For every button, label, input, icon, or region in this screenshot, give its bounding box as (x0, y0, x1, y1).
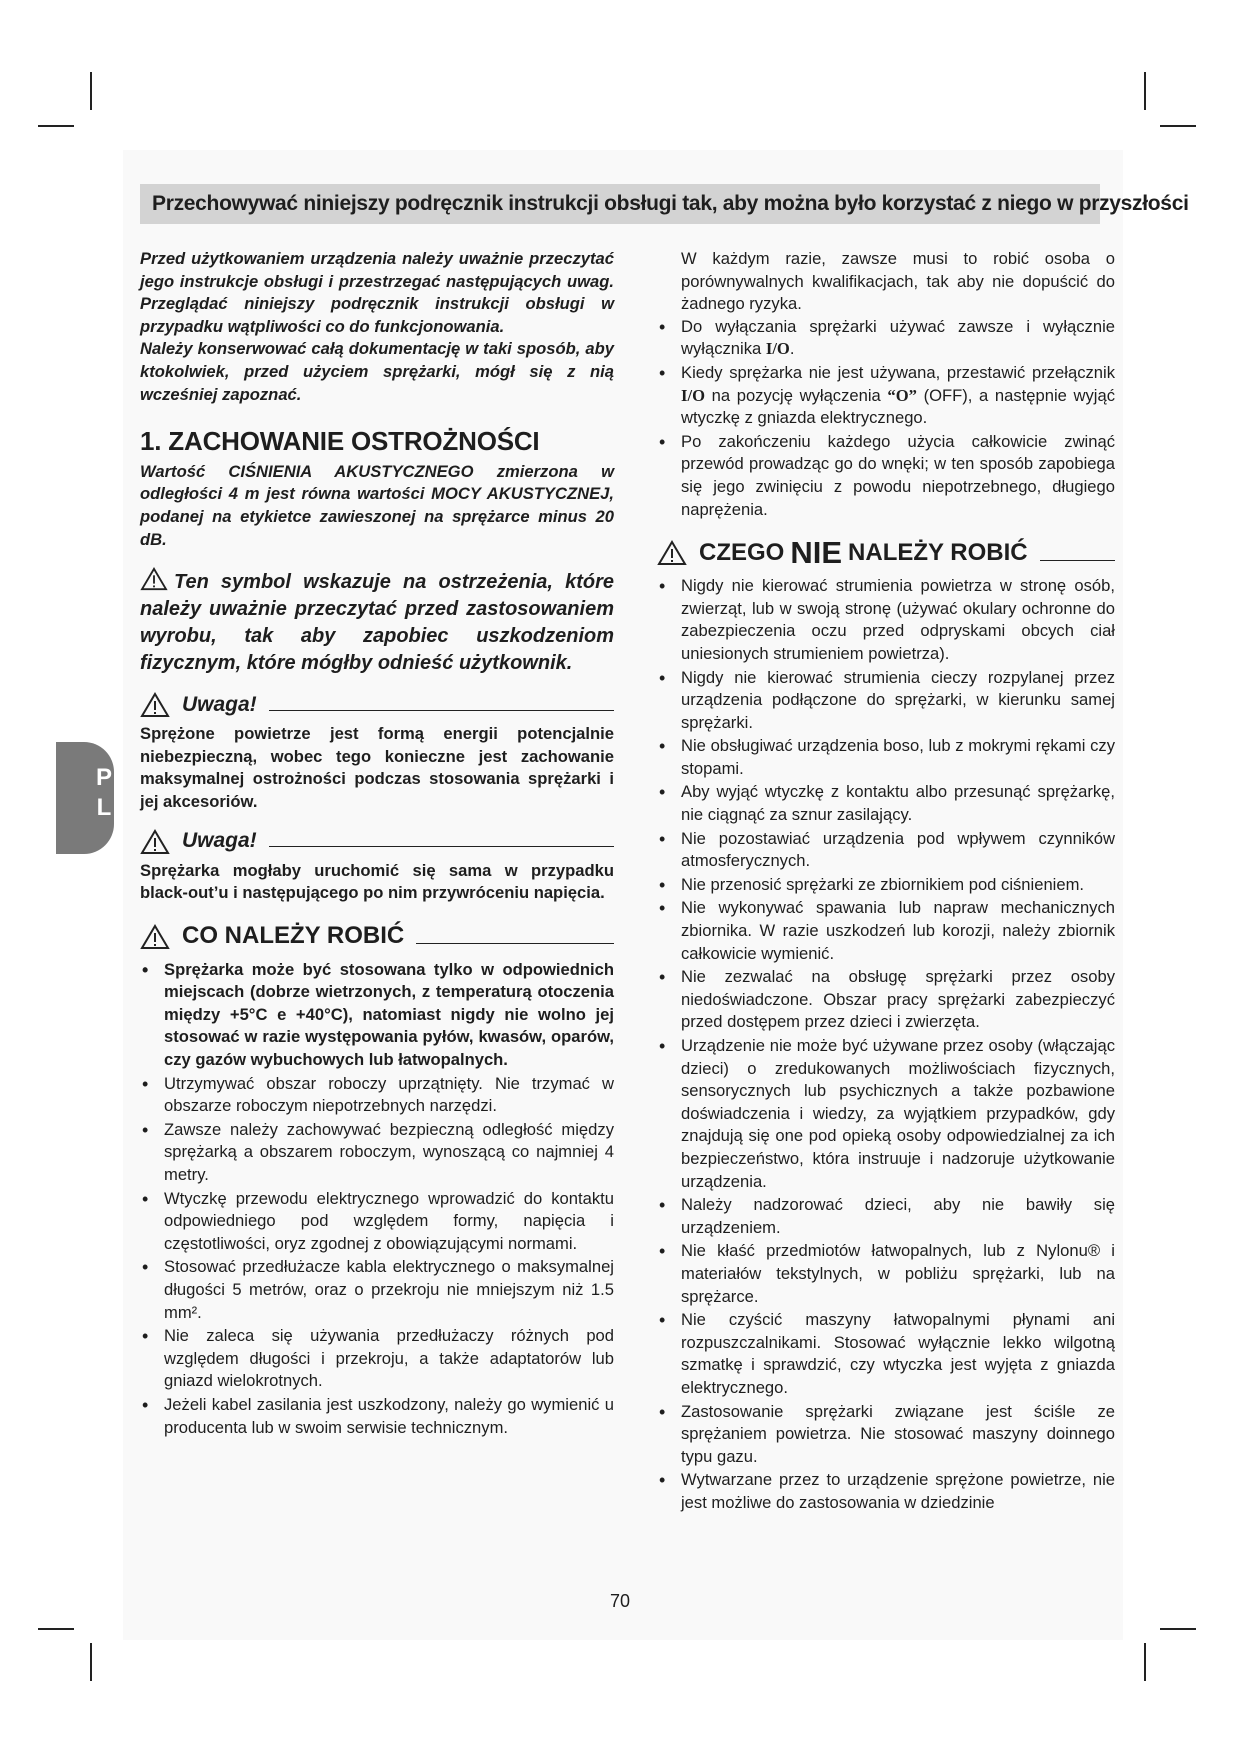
list-item: • Nie pozostawiać urządzenia pod wpływem czynników atmosferycznych. (657, 828, 1115, 873)
io-switch-label: I/O (681, 385, 705, 405)
crop-mark (90, 72, 92, 110)
switch-text: Do wyłączania sprężarki używać zawsze i wyłącznie wyłącznika (681, 316, 1115, 359)
list-item: • Po zakończeniu każdego użycia całkowicie zwinąć przewód prowadząc go do wnęki; w ten sposób zapobiega się jego zwinięciu z powodu niepotrzebnego, długiego naprężenia. (657, 431, 1115, 521)
list-item: • Do wyłączania sprężarki używać zawsze i wyłącznie wyłącznika I/O. (657, 316, 1115, 361)
list-item: • Nie kłaść przedmiotów łatwopalnych, lub z Nylonu® i materiałów tekstylnych, w pobliżu sprężarki, lub na sprężarce. (657, 1240, 1115, 1308)
intro-paragraph-2: Należy konserwować całą dokumentację w taki sposób, aby ktokolwiek, przed użyciem sprężarki, mógł się z nią wcześniej zapoznać. (140, 339, 614, 404)
list-item: • Należy nadzorować dzieci, aby nie bawiły się urządzeniem. (657, 1194, 1115, 1239)
list-item: • Nigdy nie kierować strumienia cieczy rozpylanej przez urządzenia podłączone do sprężarki, w kierunku samej sprężarki. (657, 667, 1115, 735)
crop-mark (1144, 72, 1146, 110)
warning-triangle-icon (140, 567, 168, 591)
warning-triangle-icon (140, 924, 170, 950)
list-item: • Nigdy nie kierować strumienia powietrza w stronę osób, zwierząt, lub w swoją stronę (używać okulary ochronne do zabezpieczenia oczu przed odpryskami obcych ciał uniesionych strumieniem powietrza). (657, 575, 1115, 665)
dont-list (657, 575, 1115, 1514)
crop-mark (38, 125, 74, 127)
symbol-text: Ten symbol wskazuje na ostrzeżenia, które należy uważnie przeczytać przed zastosowaniem wyrobu, tak aby zapobiec uszkodzeniom fizycznym, które mógłby odnieść użytkownik. (140, 571, 614, 675)
usage-list (657, 316, 1115, 521)
list-item: • Utrzymywać obszar roboczy uprzątnięty. Nie trzymać w obszarze roboczym niepotrzebnych narzędzi. (140, 1073, 614, 1118)
list-item: • Urządzenie nie może być używane przez osoby (włączając dzieci) o zredukowanych możliwościach fizycznych, sensorycznych lub psychicznych a także pozbawione doświadczenia i wiedzy, za wyjątkiem przypadków, gdy znajdują się one pod opieką osoby odpowiedzialnej za ich bezpieczeństwo, która instruuje i nadzoruje użytkowanie urządzenia. (657, 1035, 1115, 1193)
do-heading (140, 921, 614, 953)
io-switch-label: I/O (765, 339, 790, 359)
page-title: Przechowywać niniejszy podręcznik instrukcji obsługi tak, aby można było korzystać z niego w przyszłości (140, 184, 1100, 224)
tab-letter-l: L (96, 794, 112, 821)
heading-rule (1040, 560, 1115, 561)
unused-text-c: (OFF), a następnie wyjąć wtyczkę z gniazda elektrycznego. (681, 385, 1115, 428)
left-column (140, 248, 614, 1440)
unused-text-a: Kiedy sprężarka nie jest używana, przestawić przełącznik (681, 362, 1115, 382)
list-item: • Aby wyjąć wtyczkę z kontaktu albo przesunąć sprężarkę, nie ciągnąć za sznur zasilający. (657, 781, 1115, 826)
warning-heading-2 (140, 828, 614, 856)
list-item: • Wtyczkę przewodu elektrycznego wprowadzić do kontaktu odpowiedniego pod względem formy, napięcia i częstotliwości, oryz zgodnej z obowiązującymi normami. (140, 1188, 614, 1256)
language-tab (56, 742, 114, 854)
heading-rule (416, 943, 614, 944)
right-column (657, 248, 1115, 1515)
warning-heading-1 (140, 691, 614, 719)
list-item: • Nie przenosić sprężarki ze zbiornikiem pod ciśnieniem. (657, 874, 1115, 897)
dont-title-b: NALEŻY ROBIĆ (848, 538, 1028, 566)
noise-paragraph: Wartość CIŚNIENIA AKUSTYCZNEGO zmierzona w odległości 4 m jest równa wartości MOCY AKUSTYCZNEJ, podanej na etykietce zawieszonej na sprężarce minus 20 dB. (140, 461, 614, 549)
list-item: • Stosować przedłużacze kabla elektrycznego o maksymalnej długości 5 metrów, oraz o przekroju nie mniejszym niż 1.5 mm². (140, 1256, 614, 1324)
continuation-paragraph: W każdym razie, zawsze musi to robić osoba o porównywalnych kwalifikacjach, tak aby nie dopuścić do żadnego ryzyka. (681, 249, 1115, 314)
warning-triangle-icon (140, 829, 170, 855)
list-item (657, 362, 1115, 430)
intro-paragraph: Przed użytkowaniem urządzenia należy uważnie przeczytać jego instrukcje obsługi i przestrzegać następujących uwag. Przeglądać niniejszy podręcznik instrukcji obsługi w przypadku wątpliwości co do funkcjonowania. (140, 249, 614, 336)
page-number: 70 (609, 1591, 631, 1611)
warning-text-1: Sprężone powietrze jest formą energii potencjalnie niebezpieczną, wobec tego konieczne jest zachowanie maksymalnej ostrożności podczas stosowania sprężarki i jej akcesoriów. (140, 724, 614, 811)
list-item: • Sprężarka może być stosowana tylko w odpowiednich miejscach (dobrze wietrzonych, z temperaturą otoczenia między +5°C e +40°C), natomiast nigdy nie wolno jej stosować w razie występowania pyłów, kwasów, oparów, czy gazów wybuchowych lub łatwopalnych. (140, 959, 614, 1072)
do-title: CO NALEŻY ROBIĆ (182, 922, 405, 950)
heading-rule (269, 710, 614, 711)
list-item: • Nie obsługiwać urządzenia boso, lub z mokrymi rękami czy stopami. (657, 735, 1115, 780)
crop-mark (38, 1628, 74, 1630)
section-title: 1. ZACHOWANIE OSTROŻNOŚCI (140, 426, 540, 457)
list-item: • Nie zaleca się używania przedłużaczy różnych pod względem długości i przekroju, a także adaptatorów lub gniazd wielokrotnych. (140, 1325, 614, 1393)
warning-title: Uwaga! (182, 829, 257, 853)
crop-mark (90, 1643, 92, 1681)
dont-heading (657, 534, 1115, 570)
do-list (140, 959, 614, 1439)
tab-letter-p: P (95, 764, 112, 791)
unused-text-b: na pozycję wyłączenia (711, 385, 881, 405)
crop-mark (1160, 125, 1196, 127)
off-position-label: “O” (887, 385, 917, 405)
list-item: • Zastosowanie sprężarki związane jest ściśle ze sprężaniem powietrza. Nie stosować maszyny doinnego typu gazu. (657, 1401, 1115, 1469)
list-item: • Wytwarzane przez to urządzenie sprężone powietrze, nie jest możliwe do zastosowania w dziedzinie (657, 1469, 1115, 1514)
list-item: • Nie czyścić maszyny łatwopalnymi płynami ani rozpuszczalnikami. Stosować wyłącznie lekko wilgotną szmatkę i sprawdzić, czy wtyczka jest wyjęta z gniazda elektrycznego. (657, 1309, 1115, 1399)
list-item: • Jeżeli kabel zasilania jest uszkodzony, należy go wymienić u producenta lub w swoim serwisie technicznym. (140, 1394, 614, 1439)
list-item: • Nie wykonywać spawania lub napraw mechanicznych zbiornika. W razie uszkodzeń lub korozji, należy zbiornik całkowicie wymienić. (657, 897, 1115, 965)
symbol-paragraph (140, 567, 614, 677)
crop-mark (1144, 1643, 1146, 1681)
list-item: • Zawsze należy zachowywać bezpieczną odległość między sprężarką a obszarem roboczym, wynoszącą co najmniej 4 metry. (140, 1119, 614, 1187)
dont-title-a: CZEGO (699, 538, 785, 566)
list-item: • Nie zezwalać na obsługę sprężarki przez osoby niedoświadczone. Obszar pracy sprężarki zabezpieczyć przed dostępem przez dzieci i zwierzęta. (657, 966, 1115, 1034)
warning-text-2: Sprężarka mogłaby uruchomić się sama w przypadku black-out’u i następującego po nim przywróceniu napięcia. (140, 860, 614, 903)
heading-rule (269, 846, 614, 847)
crop-mark (1160, 1628, 1196, 1630)
warning-title: Uwaga! (182, 692, 257, 716)
warning-triangle-icon (657, 540, 687, 566)
dont-title-nie: NIE (790, 534, 843, 570)
warning-triangle-icon (140, 692, 170, 718)
